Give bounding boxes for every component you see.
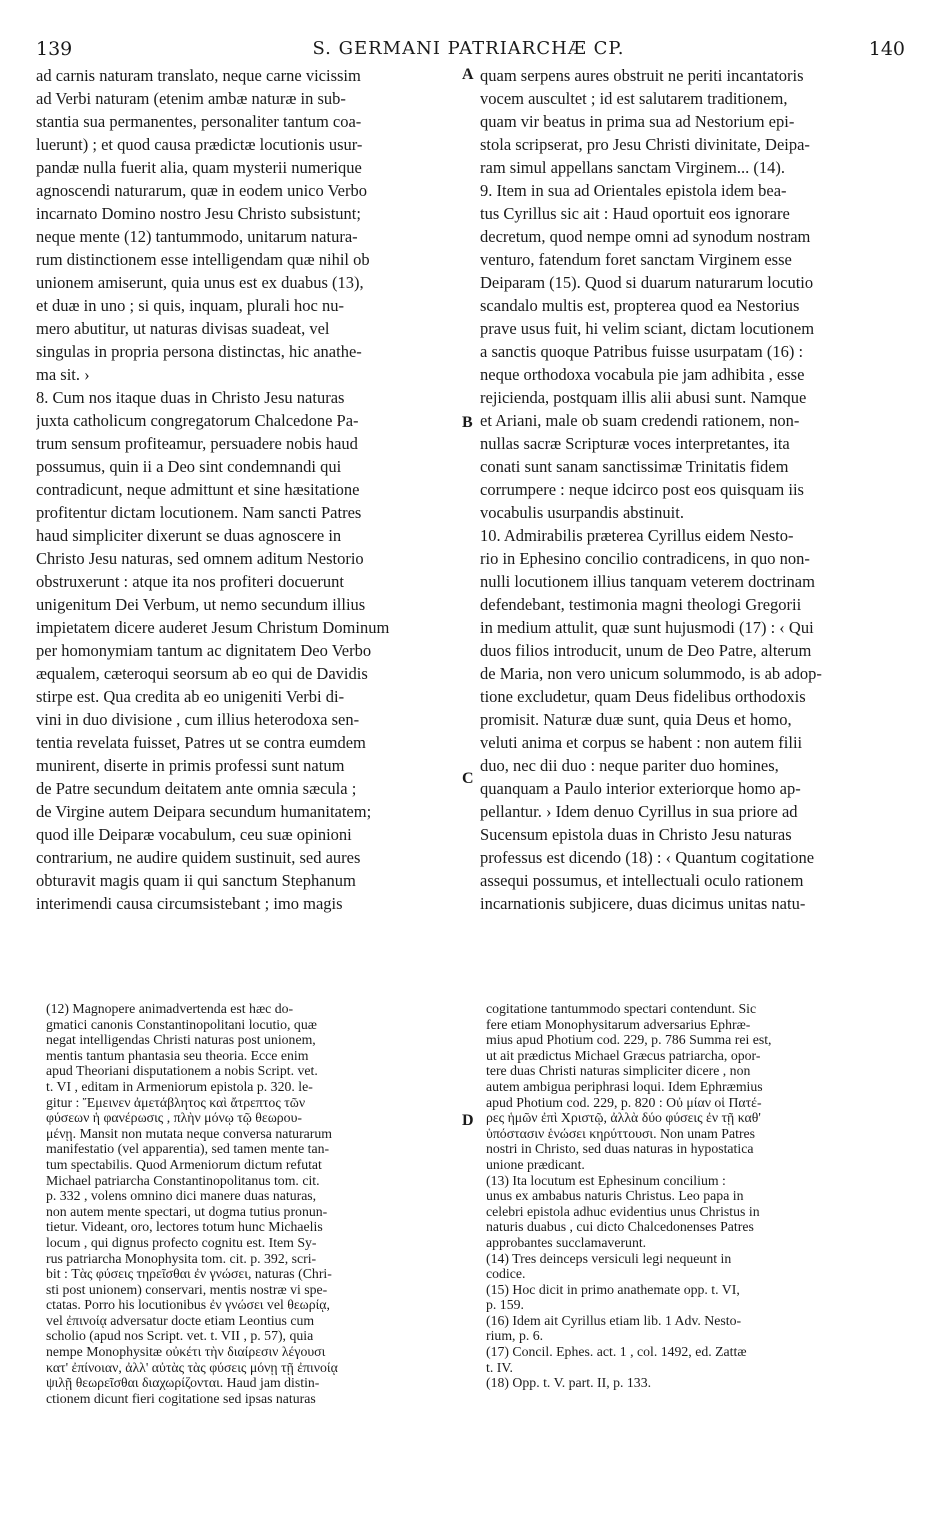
text-line: quam serpens aures obstruit ne periti incantatoris	[480, 66, 804, 85]
footnote-line: (12) Magnopere animadvertenda est hæc do-	[46, 1001, 294, 1016]
text-line: neque mente (12) tantummodo, unitarum natura-	[36, 227, 358, 246]
text-line: venturo, fatendum foret sanctam Virginem esse	[480, 250, 792, 269]
running-title: S. GERMANI PATRIARCHÆ CP.	[312, 38, 625, 59]
footnote-line: vel ἐπινοίᾳ adversatur docte etiam Leontius cum	[46, 1312, 315, 1328]
footnote-line: bit : Τὰς φύσεις τηρεῖσθαι ἐν γνώσει, naturas (Chri-	[46, 1266, 332, 1282]
text-line: de Maria, non vero unicum solummodo, is ab adop-	[480, 664, 822, 683]
footnote-line: tietur. Videant, oro, lectores totum hunc Michaelis	[46, 1219, 323, 1235]
text-line: vocem auscultet ; id est salutarem traditionem,	[480, 89, 788, 108]
text-line: singulas in propria persona distinctas, hic anathe-	[36, 342, 362, 361]
text-line: Deiparam (15). Quod si duarum naturarum locutio	[480, 273, 814, 292]
margin-letter-d: D	[462, 1112, 474, 1129]
text-line: nulli locutionem illius tanquam veterem doctrinam	[480, 572, 815, 591]
text-line: stirpe est. Qua credita ab eo unigeniti Verbi di-	[36, 687, 345, 706]
text-line: Sucensum epistola duas in Christo Jesu naturas	[480, 825, 792, 844]
footnote-line: κατ' ἐπίνοιαν, ἀλλ' αὐτὰς τὰς φύσεις μόνῃ τῇ ἐπινοίᾳ	[46, 1359, 338, 1375]
footnote-line: p. 332 , volens omnino dici manere duas naturas,	[46, 1188, 317, 1204]
page-number-right: 140	[868, 38, 905, 60]
text-line: stantia sua permanentes, personaliter tantum coa-	[36, 112, 362, 131]
text-line: stola scripserat, pro Jesu Christi divinitate, Deipa-	[480, 135, 810, 154]
footnote-line: φύσεων ἡ φανέρωσις , πλὴν μόνῳ τῷ θεωρου-	[46, 1110, 302, 1126]
text-line: profitentur dictam locutionem. Nam sancti Patres	[36, 503, 362, 522]
text-line: Christo Jesu naturas, sed omnem aditum Nestorio	[36, 549, 364, 568]
footnote-line: (13) Ita locutum est Ephesinum concilium :	[486, 1172, 726, 1188]
text-line: quod ille Deiparæ vocabulum, ceu suæ opinioni	[36, 825, 352, 844]
footnotes-right-column	[486, 1001, 906, 1391]
footnote-line: tere duas Christi naturas simpliciter dicere , non	[486, 1063, 751, 1079]
text-line: nullas sacræ Scripturæ voces interpretantes, ita	[480, 434, 790, 453]
left-text-column	[36, 64, 456, 915]
text-line: 9. Item in sua ad Orientales epistola idem bea-	[480, 181, 787, 200]
text-line: juxta catholicum congregatorum Chalcedone Pa-	[36, 411, 359, 430]
text-line: agnoscendi naturarum, quæ in eodem unico Verbo	[36, 181, 367, 200]
footnote-line: ut ait prædictus Michael Græcus patriarcha, opor-	[486, 1047, 761, 1063]
footnote-line: fere etiam Monophysitarum adversarius Ephræ-	[486, 1016, 751, 1032]
text-line: trum sensum profiteamur, persuadere nobis haud	[36, 434, 358, 453]
text-line: 10. Admirabilis præterea Cyrillus eidem Nesto-	[480, 526, 794, 545]
text-line: duos filios introducit, unum de Deo Patre, alterum	[480, 641, 812, 660]
text-line: ma sit. ›	[36, 365, 90, 384]
text-line: obturavit magis quam ii qui sanctum Stephanum	[36, 871, 356, 890]
text-line: tione excludetur, quam Deus fidelibus orthodoxis	[480, 687, 806, 706]
text-line: defendebant, testimonia magni theologi Gregorii	[480, 595, 802, 614]
footnote-line: Michael patriarcha Constantinopolitanus tom. cit.	[46, 1172, 320, 1188]
footnote-line: rus patriarcha Monophysita tom. cit. p. 392, scri-	[46, 1250, 317, 1266]
page-header	[0, 38, 937, 60]
text-line: incarnationis subjicere, duas dicimus unitas natu-	[480, 894, 806, 913]
footnote-line: t. VI , editam in Armeniorum epistola p. 320. le-	[46, 1078, 313, 1094]
footnote-line: non autem mente spectari, ut dogma tutius pronun-	[46, 1203, 328, 1219]
footnote-line: negat intelligendas Christi naturas post unionem,	[46, 1032, 316, 1048]
text-line: unionem amiserunt, quia unus est ex duabus (13),	[36, 273, 364, 292]
text-line: promisit. Naturæ duæ sunt, quia Deus et homo,	[480, 710, 792, 729]
footnote-line: mentis tantum phantasia seu theoria. Ecce enim	[46, 1047, 309, 1063]
text-line: a sanctis quoque Patribus fuisse usurpatam (16) :	[480, 342, 804, 361]
text-line: quam vir beatus in prima sua ad Nestorium epi-	[480, 112, 795, 131]
text-line: rio in Ephesino concilio contradicens, in quo non-	[480, 549, 810, 568]
margin-letter-c: C	[462, 770, 474, 787]
footnote-line: unione prædicant.	[486, 1156, 585, 1172]
footnote-line: nostri in Christo, sed duas naturas in hypostatica	[486, 1141, 754, 1157]
footnote-line: scholio (apud nos Script. vet. t. VII , p. 57), quia	[46, 1328, 314, 1344]
text-line: rejicienda, postquam illis alii abusi sunt. Namque	[480, 388, 807, 407]
footnote-line: gmatici canonis Constantinopolitani locutio, quæ	[46, 1016, 317, 1032]
footnote-line: rium, p. 6.	[486, 1328, 544, 1344]
text-line: assequi possumus, et intellectuali oculo rationem	[480, 871, 804, 890]
footnote-line: apud Theoriani disputationem a nobis Script. vet.	[46, 1063, 318, 1079]
footnote-line: μένῃ. Mansit non mutata neque conversa naturarum	[46, 1125, 333, 1141]
margin-letter-a: A	[462, 66, 474, 83]
text-line: prave usus fuit, hi velim sciant, dictam locutionem	[480, 319, 815, 338]
footnote-line: t. IV.	[486, 1359, 513, 1375]
text-line: interimendi causa circumsistebant ; imo magis	[36, 894, 343, 913]
right-text-column	[480, 64, 900, 915]
text-line: contrarium, ne audire quidem sustinuit, sed aures	[36, 848, 361, 867]
footnote-line: celebri epistola adhuc evidentius unus Christus in	[486, 1203, 760, 1219]
text-line: in medium attulit, quæ sunt hujusmodi (17) : ‹ Qui	[480, 618, 814, 637]
text-line: et duæ in uno ; si quis, inquam, plurali hoc nu-	[36, 296, 344, 315]
text-line: vocabulis usurpandis abstinuit.	[480, 503, 684, 522]
footnote-line: (14) Tres deinceps versiculi legi nequeunt in	[486, 1250, 732, 1266]
text-line: ad Verbi naturam (etenim ambæ naturæ in sub-	[36, 89, 346, 108]
text-line: unigenitum Dei Verbum, ut nemo secundum illius	[36, 595, 366, 614]
footnote-line: (17) Concil. Ephes. act. 1 , col. 1492, ed. Zattæ	[486, 1344, 747, 1360]
footnote-line: naturis duabus , cui dicto Chalcedonenses Patres	[486, 1219, 754, 1235]
text-line: et Ariani, male ob suam credendi rationem, non-	[480, 411, 800, 430]
footnote-line: p. 159.	[486, 1297, 524, 1313]
footnotes-left-column	[46, 1001, 464, 1406]
footnote-line: autem ambigua periphrasi loqui. Idem Ephræmius	[486, 1078, 763, 1094]
text-line: per homonymiam tantum ac dignitatem Deo Verbo	[36, 641, 372, 660]
text-line: rum distinctionem esse intelligendam quæ nihil ob	[36, 250, 370, 269]
footnote-line: unus ex ambabus naturis Christus. Leo papa in	[486, 1188, 744, 1204]
footnote-line: nempe Monophysitæ οὐκέτι τὴν διαίρεσιν λέγουσι	[46, 1344, 326, 1360]
footnote-line: ὑπόστασιν ἑνώσει κηρύττουσι. Non unam Patres	[486, 1125, 756, 1141]
text-line: incarnato Domino nostro Jesu Christo subsistunt;	[36, 204, 361, 223]
footnote-line: apud Photium cod. 229, p. 820 : Οὐ μίαν οἱ Πατέ-	[486, 1094, 762, 1110]
text-line: tus Cyrillus sic ait : Haud oportuit eos ignorare	[480, 204, 790, 223]
text-line: possumus, quin ii a Deo sint condemnandi qui	[36, 457, 342, 476]
text-line: scandalo multis est, propterea quod ea Nestorius	[480, 296, 800, 315]
text-line: de Patre secundum deitatem ante omnia sæcula ;	[36, 779, 357, 798]
text-line: corrumpere : neque idcirco post eos quisquam iis	[480, 480, 804, 499]
footnote-line: approbantes succlamaverunt.	[486, 1234, 647, 1250]
page-number-left: 139	[36, 38, 73, 60]
footnote-line: gitur : Ἔμεινεν ἀμετάβλητος καὶ ἄτρεπτος τῶν	[46, 1094, 306, 1110]
footnote-line: (16) Idem ait Cyrillus etiam lib. 1 Adv. Nesto-	[486, 1312, 742, 1328]
text-line: duo, nec dii duo : neque pariter duo homines,	[480, 756, 779, 775]
footnote-line: codice.	[486, 1266, 526, 1282]
footnote-line: mius apud Photium cod. 229, p. 786 Summa rei est,	[486, 1032, 772, 1048]
footnote-line: ρες ἡμῶν ἐπὶ Χριστῷ, ἀλλὰ δύο φύσεις ἐν τῇ καθ'	[486, 1110, 761, 1126]
footnote-line: ψιλῇ θεωρεῖσθαι διαχωρίζονται. Haud jam distin-	[46, 1375, 320, 1391]
text-line: pandæ nulla fuerit alia, quam mysterii numerique	[36, 158, 362, 177]
text-line: conati sunt sanam sanctissimæ Trinitatis fidem	[480, 457, 789, 476]
text-line: impietatem dicere auderet Jesum Christum Dominum	[36, 618, 390, 637]
text-line: vini in duo divisione , cum illius heterodoxa sen-	[36, 710, 360, 729]
footnote-line: sti post unionem) conservari, mentis nostræ vi spe-	[46, 1281, 328, 1297]
footnote-line: locum , qui dignus profecto cognitu est. Item Sy-	[46, 1234, 317, 1250]
footnote-line: ctionem dicunt fieri cogitatione sed ipsas naturas	[46, 1390, 316, 1406]
text-line: 8. Cum nos itaque duas in Christo Jesu naturas	[36, 388, 345, 407]
text-line: pellantur. › Idem denuo Cyrillus in sua priore ad	[480, 802, 798, 821]
text-line: haud simpliciter dixerunt se duas agnoscere in	[36, 526, 342, 545]
text-line: veluti anima et corpus se habent : non autem filii	[480, 733, 803, 752]
footnote-line: cogitatione tantummodo spectari contendunt. Sic	[486, 1001, 757, 1016]
margin-letter-b: B	[462, 414, 473, 431]
footnote-line: (18) Opp. t. V. part. II, p. 133.	[486, 1375, 652, 1391]
text-line: ram simul appellans sanctam Virginem... (14).	[480, 158, 785, 177]
text-line: mero abutitur, ut naturas divisas suadeat, vel	[36, 319, 330, 338]
text-line: de Virgine autem Deipara secundum humanitatem;	[36, 802, 372, 821]
footnote-line: manifestatio (vel apparentia), sed tamen mente tan-	[46, 1141, 330, 1157]
text-line: tentia revelata fuisset, Patres ut se contra eumdem	[36, 733, 366, 752]
text-line: professus est dicendo (18) : ‹ Quantum cogitatione	[480, 848, 815, 867]
text-line: decretum, quod nempe omni ad synodum nostram	[480, 227, 811, 246]
text-line: luerunt) ; et quod causa prædictæ locutionis usur-	[36, 135, 363, 154]
text-line: obstruxerunt : atque ita nos profiteri docuerunt	[36, 572, 344, 591]
text-line: contradicunt, neque admittunt et sine hæsitatione	[36, 480, 360, 499]
footnote-line: ctatas. Porro his locutionibus ἐν γνώσει vel θεωρίᾳ,	[46, 1297, 330, 1313]
text-line: quanquam a Paulo interior exteriorque homo ap-	[480, 779, 801, 798]
footnote-line: (15) Hoc dicit in primo anathemate opp. t. VI,	[486, 1281, 740, 1297]
text-line: neque orthodoxa vocabula pie jam adhibita , esse	[480, 365, 805, 384]
footnote-line: tum spectabilis. Quod Armeniorum dictum refutat	[46, 1156, 322, 1172]
text-line: æqualem, cæteroqui seorsum ab eo qui de Davidis	[36, 664, 368, 683]
text-line: ad carnis naturam translato, neque carne vicissim	[36, 66, 361, 85]
text-line: munirent, diserte in primis professi sunt natum	[36, 756, 345, 775]
